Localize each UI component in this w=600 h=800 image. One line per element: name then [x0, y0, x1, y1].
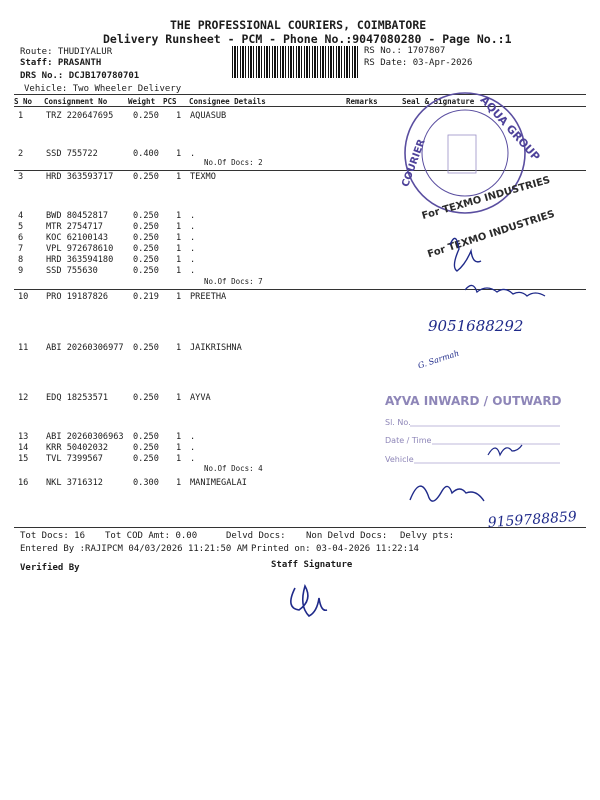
row-weight: 0.250: [133, 244, 159, 254]
row-consignee: .: [190, 244, 196, 254]
non-delvd-docs: Non Delvd Docs:: [306, 531, 388, 541]
row-consignment: PRO 19187826: [46, 292, 109, 302]
aqua-group-stamp: [400, 93, 542, 213]
row-pcs: 1: [176, 432, 182, 442]
row-consignment: MTR 2754717: [46, 222, 103, 232]
row-sno: 14: [18, 443, 29, 453]
row-sno: 3: [18, 172, 24, 182]
row-weight: 0.250: [133, 211, 159, 221]
rs-date: RS Date: 03-Apr-2026: [364, 58, 473, 68]
row-consignment: ABI 20260306963: [46, 432, 124, 442]
row-weight: 0.300: [133, 478, 159, 488]
route-label: Route: THUDIYALUR: [20, 47, 113, 57]
staff-label: Staff: PRASANTH: [20, 58, 102, 68]
row-weight: 0.250: [133, 111, 159, 121]
row-consignment: BWD 80452817: [46, 211, 109, 221]
row-pcs: 1: [176, 172, 182, 182]
row-consignee: .: [190, 222, 196, 232]
preetha-handwriting: [428, 285, 545, 335]
row-consignment: VPL 972678610: [46, 244, 114, 254]
tot-docs: Tot Docs: 16: [20, 531, 86, 541]
row-consignee: .: [190, 233, 196, 243]
row-consignment: TRZ 220647695: [46, 111, 114, 121]
row-weight: 0.250: [133, 222, 159, 232]
row-weight: 0.250: [133, 255, 159, 265]
row-weight: 0.250: [133, 432, 159, 442]
row-weight: 0.219: [133, 292, 159, 302]
row-consignee: .: [190, 149, 196, 159]
delvd-docs: Delvd Docs:: [226, 531, 286, 541]
row-consignee: .: [190, 454, 196, 464]
row-sno: 7: [18, 244, 24, 254]
row-consignment: NKL 3716312: [46, 478, 103, 488]
group-note: No.Of Docs: 7: [204, 277, 263, 286]
row-consignment: HRD 363594180: [46, 255, 114, 265]
row-consignee: PREETHA: [190, 292, 227, 302]
col-consignee: Consignee Details: [189, 97, 266, 106]
row-weight: 0.250: [133, 443, 159, 453]
row-consignee: TEXMO: [190, 172, 216, 182]
col-consignment: Consignment No: [44, 97, 108, 106]
row-sno: 13: [18, 432, 29, 442]
row-pcs: 1: [176, 149, 182, 159]
rs-number: RS No.: 1707807: [364, 46, 446, 56]
row-consignment: TVL 7399567: [46, 454, 103, 464]
row-consignment: KOC 62100143: [46, 233, 109, 243]
runsheet-subtitle: Delivery Runsheet - PCM - Phone No.:9047080280 - Page No.:1: [103, 32, 512, 46]
row-consignee: .: [190, 266, 196, 276]
row-weight: 0.250: [133, 393, 159, 403]
row-weight: 0.250: [133, 343, 159, 353]
row-pcs: 1: [176, 255, 182, 265]
row-pcs: 1: [176, 266, 182, 276]
row-sno: 1: [18, 111, 24, 121]
texmo-stamp-2: For TEXMO INDUSTRIES: [426, 208, 557, 261]
row-consignment: KRR 50402032: [46, 443, 109, 453]
row-consignee: AQUASUB: [190, 111, 227, 121]
group-note: No.Of Docs: 4: [204, 464, 263, 473]
entered-by: Entered By :RAJIPCM 04/03/2026 11:21:50 AM: [20, 544, 248, 554]
row-sno: 10: [18, 292, 29, 302]
col-pcs: PCS: [163, 97, 177, 106]
row-pcs: 1: [176, 222, 182, 232]
row-sno: 16: [18, 478, 29, 488]
ayva-stamp: [385, 394, 562, 464]
ayva-stamp-title: AYVA INWARD / OUTWARD: [385, 394, 562, 408]
row-consignment: HRD 363593717: [46, 172, 114, 182]
row-sno: 5: [18, 222, 24, 232]
row-sno: 8: [18, 255, 24, 265]
vehicle-label: Vehicle: Two Wheeler Delivery: [24, 84, 182, 94]
staff-signature-mark: [291, 586, 327, 616]
row-consignee: MANIMEGALAI: [190, 478, 247, 488]
row-pcs: 1: [176, 343, 182, 353]
row-pcs: 1: [176, 454, 182, 464]
col-remarks: Remarks: [346, 97, 378, 106]
row-weight: 0.250: [133, 172, 159, 182]
row-consignee: .: [190, 211, 196, 221]
row-consignment: EDQ 18253571: [46, 393, 109, 403]
aqua-ring-text: AQUA GROUP: [477, 93, 543, 164]
row-weight: 0.250: [133, 233, 159, 243]
row-pcs: 1: [176, 111, 182, 121]
row-consignee: .: [190, 255, 196, 265]
courier-ring-text: COURIER: [400, 137, 428, 189]
row-sno: 4: [18, 211, 24, 221]
row-pcs: 1: [176, 478, 182, 488]
row-pcs: 1: [176, 233, 182, 243]
row-consignment: SSD 755722: [46, 149, 98, 159]
row-consignee: AYVA: [190, 393, 211, 403]
verified-by: Verified By: [20, 563, 80, 573]
manimegalai-phone-handwriting: 9159788859: [487, 508, 578, 532]
texmo-stamp-1: For TEXMO INDUSTRIES: [420, 174, 552, 223]
row-pcs: 1: [176, 393, 182, 403]
row-sno: 2: [18, 149, 24, 159]
row-weight: 0.250: [133, 266, 159, 276]
ayva-stamp-line2: Date / Time: [385, 436, 432, 445]
col-sno: S No: [14, 97, 33, 106]
row-consignment: SSD 755630: [46, 266, 98, 276]
row-sno: 12: [18, 393, 29, 403]
ayva-stamp-line1: Sl. No.: [385, 418, 411, 427]
col-weight: Weight: [128, 97, 156, 106]
row-pcs: 1: [176, 292, 182, 302]
row-weight: 0.400: [133, 149, 159, 159]
printed-on: Printed on: 03-04-2026 11:22:14: [251, 544, 419, 554]
delvy-pts: Delvy pts:: [400, 531, 455, 541]
company-title: THE PROFESSIONAL COURIERS, COIMBATORE: [170, 18, 427, 32]
row-consignee: .: [190, 432, 196, 442]
row-sno: 11: [18, 343, 29, 353]
row-sno: 6: [18, 233, 24, 243]
ayva-stamp-line3: Vehicle: [385, 455, 414, 464]
row-sno: 15: [18, 454, 29, 464]
row-pcs: 1: [176, 443, 182, 453]
tot-cod-amt: Tot COD Amt: 0.00: [105, 531, 198, 541]
row-consignee: JAIKRISHNA: [190, 343, 242, 353]
jaikrishna-signature: G. Sarmah: [416, 348, 461, 371]
col-seal-signature: Seal & Signature: [402, 97, 475, 106]
manimegalai-handwriting: [410, 486, 577, 531]
row-consignment: ABI 20260306977: [46, 343, 124, 353]
staff-signature-label: Staff Signature: [271, 560, 353, 570]
preetha-phone-handwriting: 9051688292: [428, 317, 524, 335]
row-sno: 9: [18, 266, 24, 276]
drs-label: DRS No.: DCJB170780701: [20, 71, 140, 81]
row-pcs: 1: [176, 211, 182, 221]
row-pcs: 1: [176, 244, 182, 254]
group-note: No.Of Docs: 2: [204, 158, 263, 167]
row-weight: 0.250: [133, 454, 159, 464]
row-consignee: .: [190, 443, 196, 453]
